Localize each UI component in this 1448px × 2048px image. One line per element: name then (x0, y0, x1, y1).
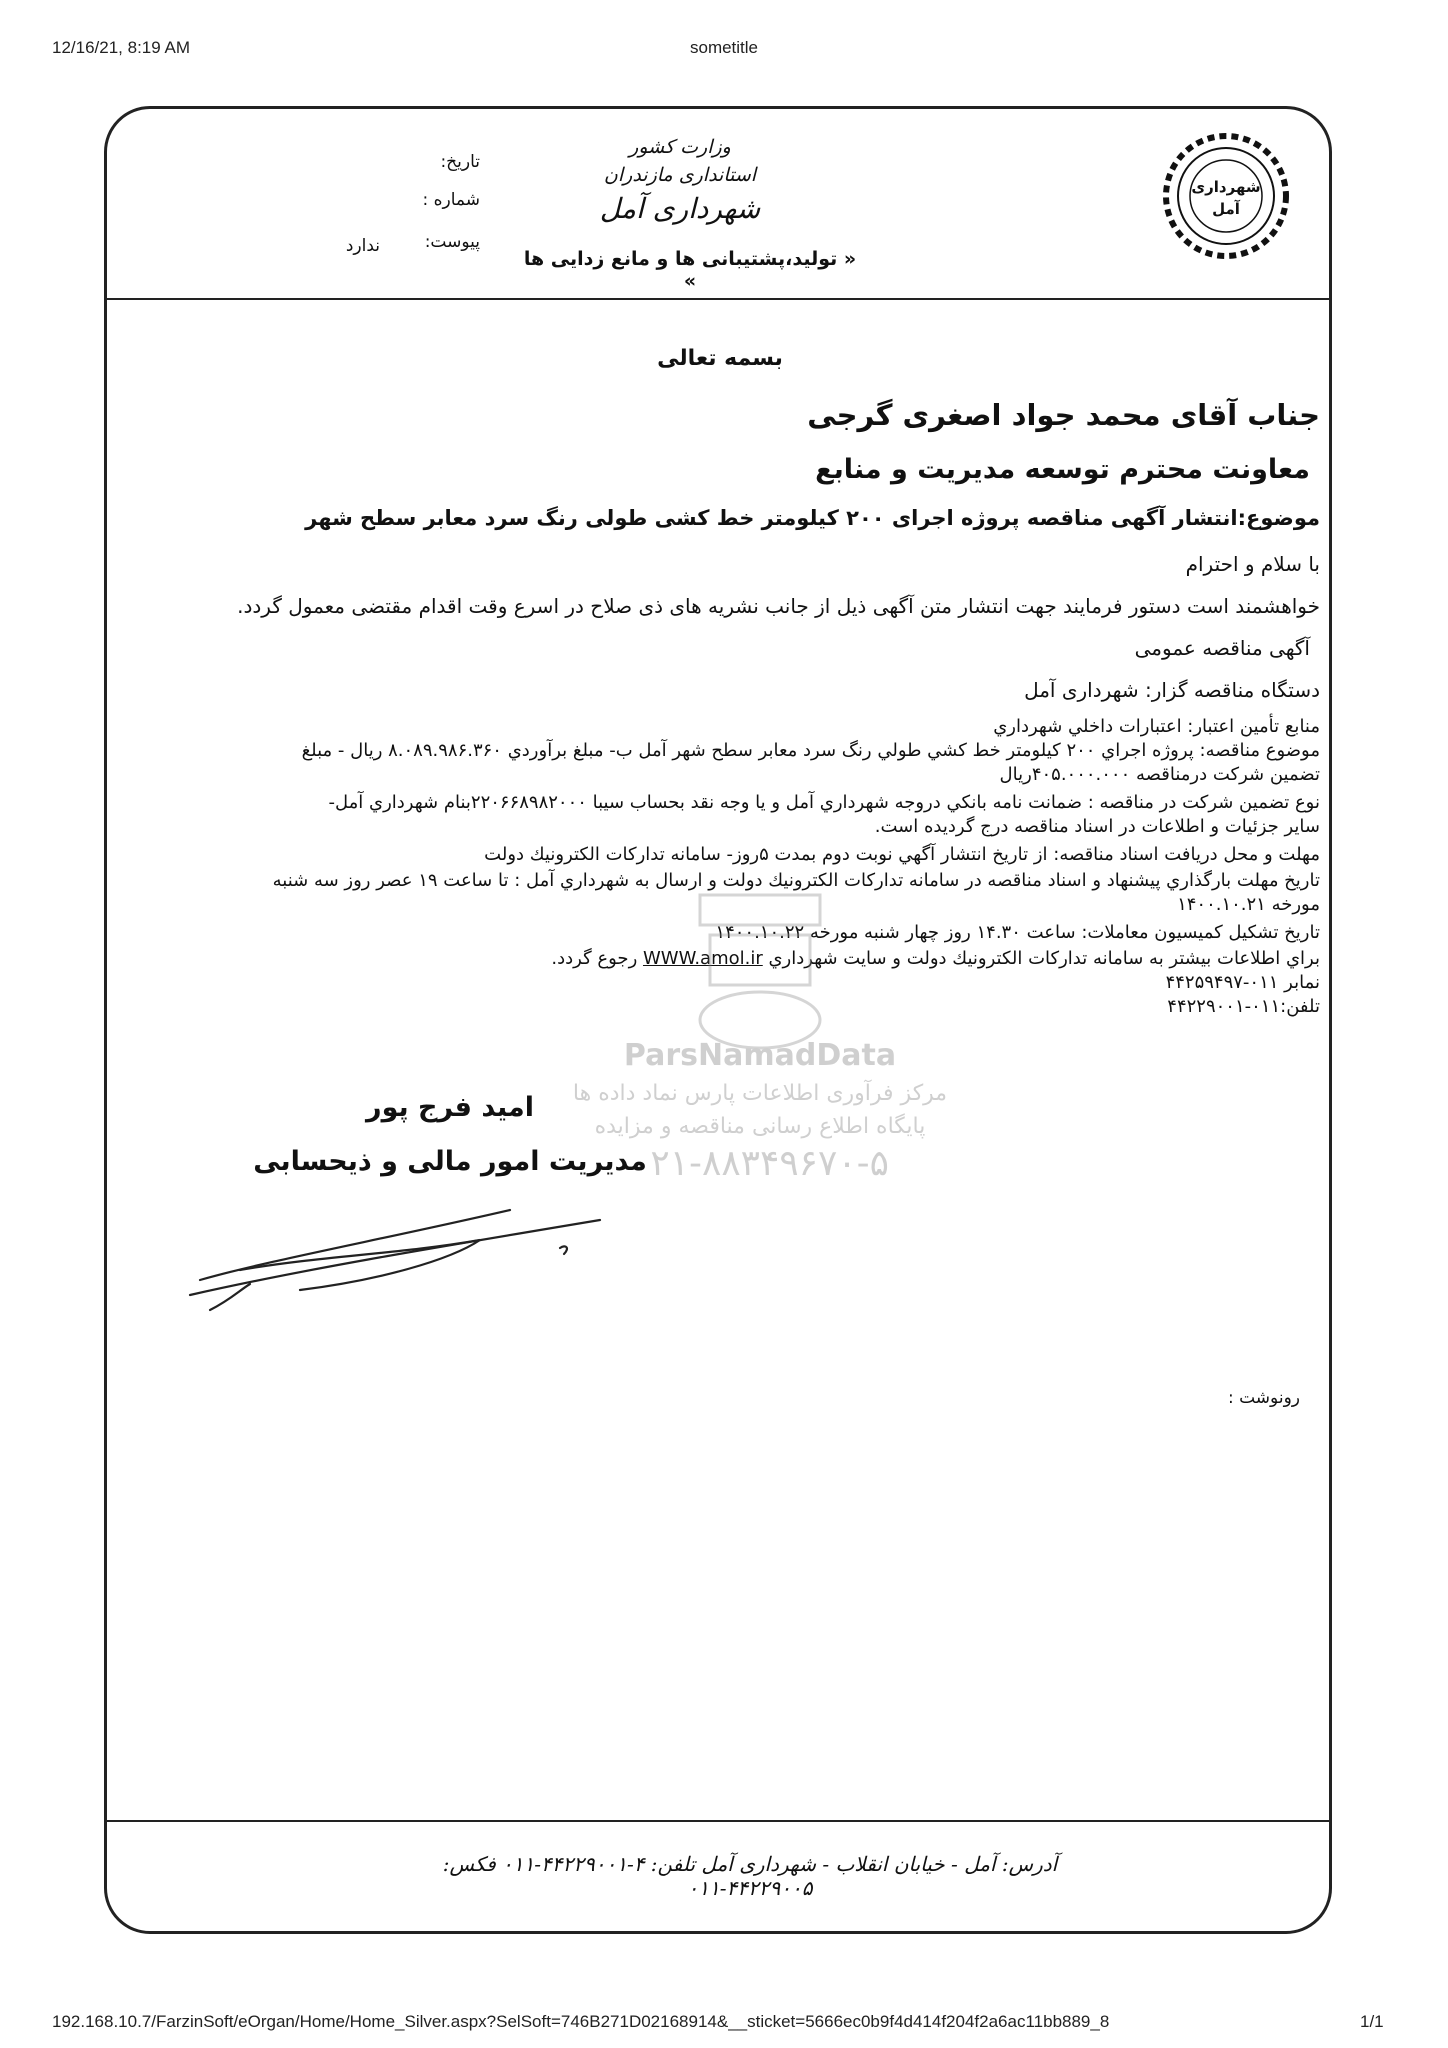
footer-address: آدرس: آمل - خیابان انقلاب - شهرداری آمل تلفن: ۴-۴۴۲۲۹۰۰۱-۰۱۱ فکس: ۴۴۲۲۹۰۰۵-۰۱۱ (442, 1852, 1058, 1900)
letter-frame (104, 106, 1332, 1934)
logo-text-1: شهرداری (1191, 178, 1261, 196)
municipality-logo-icon (1160, 130, 1292, 262)
watermark-phone: ۰۲۱-۸۸۳۴۹۶۷۰-۵ (630, 1143, 890, 1184)
watermark-line-1: مرکز فرآوری اطلاعات پارس نماد داده ها (572, 1081, 948, 1106)
header-divider (104, 298, 1332, 300)
ad-line-guarantee-type: نوع تضمين شركت در مناقصه : ضمانت نامه بانكي دروجه شهرداري آمل و يا وجه نقد بحساب سيبا ۲۲۰۶۶۸۹۸۲۰۰۰بنام شهرداري آمل- (328, 792, 1320, 813)
watermark-brand: ParsNamadData (623, 1038, 897, 1073)
attachment-label: پیوست: (424, 232, 480, 252)
ad-line-submission-deadline: تاريخ مهلت بارگذاري پيشنهاد و اسناد مناقصه در سامانه تداركات الكترونيك دولت و ارسال به شهرداري آمل : تا ساعت ۱۹ عصر روز سه شنبه (272, 870, 1320, 891)
ad-line-submission-date: مورخه ۱۴۰۰.۱۰.۲۱ (1177, 894, 1320, 915)
ad-line-phone: تلفن:۰۱۱-۴۴۲۲۹۰۰۱ (1167, 996, 1320, 1017)
ad-line-more-info (150, 948, 1320, 970)
ad-heading: آگهی مناقصه عمومی (1134, 636, 1310, 660)
print-url: 192.168.10.7/FarzinSoft/eOrgan/Home/Home_Silver.aspx?SelSoft=746B271D02168914&__sticket=5666ec0b9f4d414f204f2a6ac11bb889_8 (52, 2012, 1110, 2031)
ad-line-document-deadline: مهلت و محل دريافت اسناد مناقصه: از تاريخ انتشار آگهي نوبت دوم بمدت ۵روز- سامانه تداركات الكترونيك دولت (484, 844, 1320, 865)
watermark-line-2: پایگاه اطلاع رسانی مناقصه و مزایده (594, 1114, 926, 1139)
organizer: دستگاه مناقصه گزار: شهرداری آمل (1024, 678, 1320, 702)
basmala: بسمه تعالی (657, 346, 783, 371)
number-label: شماره : (422, 190, 480, 210)
signer-title: مدیریت امور مالی و ذیحسابی (253, 1146, 647, 1177)
municipality-website-link[interactable]: WWW.amol.ir (642, 948, 763, 969)
greeting: با سلام و احترام (1185, 552, 1320, 576)
request-paragraph: خواهشمند است دستور فرمایند جهت انتشار متن آگهی ذیل از جانب نشریه های ذی صلاح در اسرع وقت اقدام مقتضی معمول گردد. (237, 594, 1320, 618)
ad-line-fax: نمابر ۰۱۱-۴۴۲۵۹۴۹۷ (1165, 972, 1320, 993)
recipient-name: جناب آقای محمد جواد اصغری گرجی (807, 398, 1320, 432)
ad-line-commission: تاريخ تشكيل كميسيون معاملات: ساعت ۱۴.۳۰ روز چهار شنبه مورخه ۱۴۰۰.۱۰.۲۲ (715, 922, 1320, 943)
logo-text-2: آمل (1212, 200, 1240, 218)
footer-divider (104, 1820, 1332, 1822)
print-title: sometitle (689, 38, 759, 57)
letter-subject: موضوع:انتشار آگهی مناقصه پروژه اجرای ۲۰۰ کیلومتر خط کشی طولی رنگ سرد معابر سطح شهر (305, 506, 1320, 530)
ad-line-details: ساير جزئيات و اطلاعات در اسناد مناقصه درج گرديده است. (874, 816, 1320, 837)
print-page-number: 1/1 (1360, 2012, 1384, 2031)
province-name: استانداری مازندران (603, 164, 757, 186)
recipient-title: معاونت محترم توسعه مدیریت و منابع (815, 454, 1310, 485)
ministry-name: وزارت کشور (629, 136, 731, 158)
date-label: تاریخ: (440, 152, 480, 172)
ad-line-funding: منابع تأمین اعتبار: اعتبارات داخلي شهرداري (993, 716, 1320, 737)
municipality-name: شهرداری آمل (599, 192, 761, 225)
ad-line-subject: موضوع مناقصه: پروژه اجراي ۲۰۰ كيلومتر خط كشي طولي رنگ سرد معابر سطح شهر آمل ب- مبلغ برآوردي ۸.۰۸۹.۹۸۶.۳۶۰ ريال - مبلغ (301, 740, 1320, 761)
info-text-before: براي اطلاعات بيشتر به سامانه تداركات الكترونيك دولت و سايت شهرداري (762, 948, 1320, 969)
slogan: « تولید،پشتیبانی ها و مانع زدایی ها » (523, 248, 857, 292)
signer-name: امید فرج پور (366, 1092, 534, 1123)
handwritten-signature-icon (180, 1200, 620, 1320)
print-datetime: 12/16/21, 8:19 AM (52, 38, 190, 57)
ad-line-guarantee-amount: تضمين شركت درمناقصه ۴۰۵.۰۰۰.۰۰۰ريال (999, 764, 1320, 785)
info-text-after: رجوع گردد. (551, 948, 643, 969)
attachment-value: ندارد (345, 236, 380, 256)
cc-label: رونوشت : (1227, 1388, 1300, 1408)
